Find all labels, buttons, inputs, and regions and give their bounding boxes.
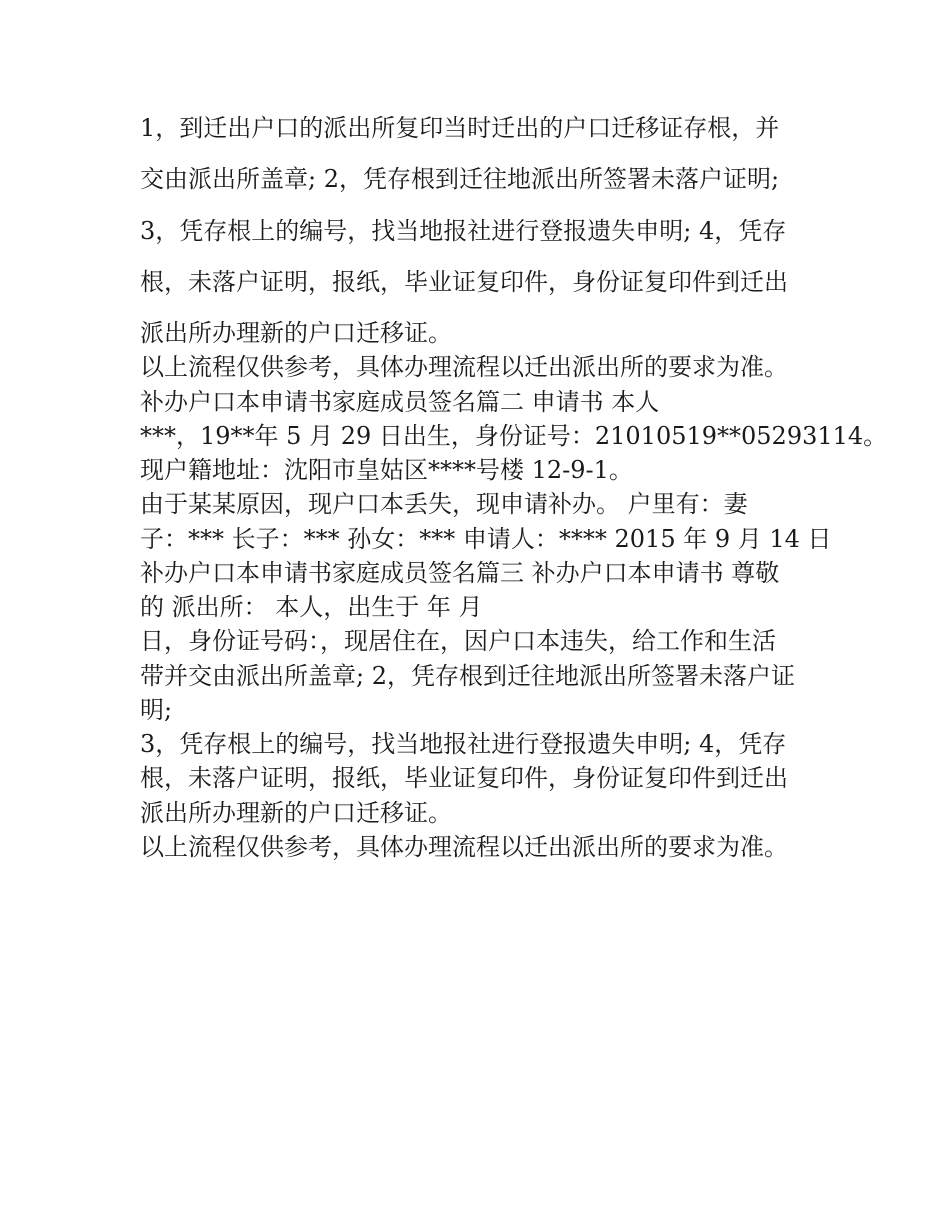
text-line: 子：*** 长子：*** 孙女：*** 申请人：**** 2015 年 9 月 14 日 <box>140 524 832 553</box>
text-line: 交由派出所盖章; 2，凭存根到迁往地派出所签署未落户证明; <box>140 165 780 194</box>
text-line: 3，凭存根上的编号，找当地报社进行登报遗失申明; 4，凭存 <box>140 730 787 758</box>
text-line: 现户籍地址：沈阳市皇姑区****号楼 12-9-1。 <box>140 456 633 484</box>
document-body <box>140 111 888 864</box>
text-line: 补办户口本申请书家庭成员签名篇二 申请书 本人 <box>140 387 660 416</box>
text-line: 以上流程仅供参考，具体办理流程以迁出派出所的要求为准。 <box>140 832 788 861</box>
text-line: 1，到迁出户口的派出所复印当时迁出的户口迁移证存根，并 <box>140 114 780 142</box>
text-line: 由于某某原因，现户口本丢失，现申请补办。 户里有：妻 <box>140 490 748 519</box>
text-line: 以上流程仅供参考，具体办理流程以迁出派出所的要求为准。 <box>140 353 788 382</box>
text-line: 派出所办理新的户口迁移证。 <box>140 319 452 347</box>
text-line: 明; <box>140 695 173 724</box>
text-line: ***，19**年 5 月 29 日出生，身份证号：21010519**05293114。 <box>140 421 888 450</box>
text-line: 带并交由派出所盖章; 2，凭存根到迁往地派出所签署未落户证 <box>140 661 795 690</box>
text-line: 补办户口本申请书家庭成员签名篇三 补办户口本申请书 尊敬 <box>140 558 780 587</box>
text-line: 根，未落户证明，报纸，毕业证复印件，身份证复印件到迁出 <box>140 267 788 296</box>
text-line: 派出所办理新的户口迁移证。 <box>140 798 452 827</box>
text-line: 3，凭存根上的编号，找当地报社进行登报遗失申明; 4，凭存 <box>140 216 787 245</box>
text-line: 日，身份证号码：，现居住在，因户口本违失，给工作和生活 <box>140 627 776 656</box>
text-line: 的 派出所： 本人，出生于 年 月 <box>140 593 483 621</box>
text-line: 根，未落户证明，报纸，毕业证复印件，身份证复印件到迁出 <box>140 764 788 793</box>
